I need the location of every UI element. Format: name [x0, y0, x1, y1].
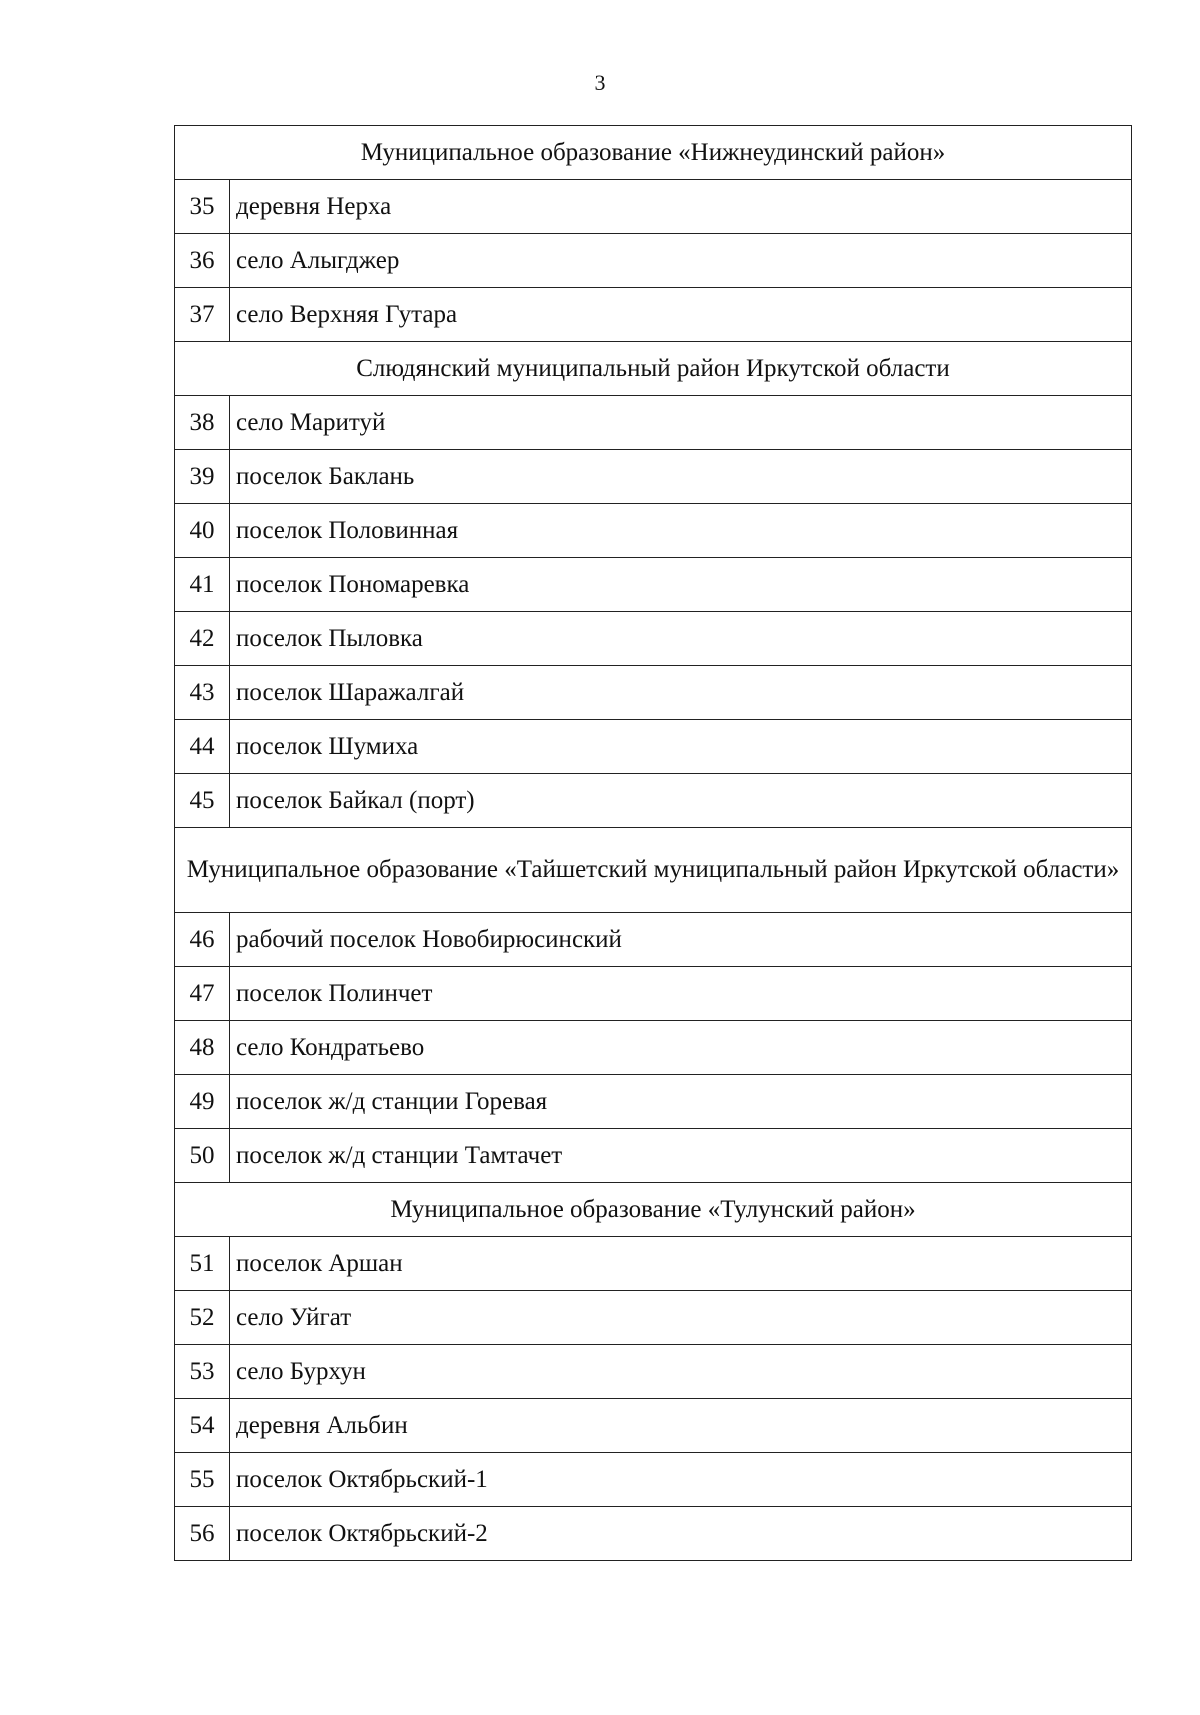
- row-number: 40: [175, 504, 230, 558]
- settlement-row: [175, 666, 1132, 720]
- settlement-name: поселок Шумиха: [230, 720, 1132, 774]
- settlement-row: [175, 913, 1132, 967]
- district-header-row: [175, 342, 1132, 396]
- settlement-row: [175, 1075, 1132, 1129]
- settlement-row: [175, 1021, 1132, 1075]
- row-number: 56: [175, 1507, 230, 1561]
- settlement-row: [175, 558, 1132, 612]
- settlement-row: [175, 1129, 1132, 1183]
- row-number: 46: [175, 913, 230, 967]
- settlement-name: поселок Пономаревка: [230, 558, 1132, 612]
- settlement-row: [175, 1345, 1132, 1399]
- settlement-row: [175, 1399, 1132, 1453]
- settlement-row: [175, 450, 1132, 504]
- settlement-name: поселок Половинная: [230, 504, 1132, 558]
- settlement-name: поселок Байкал (порт): [230, 774, 1132, 828]
- district-header-row: [175, 828, 1132, 913]
- settlement-name: деревня Альбин: [230, 1399, 1132, 1453]
- row-number: 36: [175, 234, 230, 288]
- row-number: 49: [175, 1075, 230, 1129]
- row-number: 44: [175, 720, 230, 774]
- district-header: Муниципальное образование «Тулунский район»: [175, 1183, 1132, 1237]
- settlement-row: [175, 1507, 1132, 1561]
- settlement-name: село Уйгат: [230, 1291, 1132, 1345]
- district-header-row: [175, 1183, 1132, 1237]
- row-number: 51: [175, 1237, 230, 1291]
- row-number: 39: [175, 450, 230, 504]
- settlement-name: поселок ж/д станции Тамтачет: [230, 1129, 1132, 1183]
- district-header: Муниципальное образование «Тайшетский муниципальный район Иркутской области»: [175, 828, 1132, 913]
- settlement-name: поселок ж/д станции Горевая: [230, 1075, 1132, 1129]
- settlement-name: поселок Аршан: [230, 1237, 1132, 1291]
- row-number: 37: [175, 288, 230, 342]
- settlement-row: [175, 180, 1132, 234]
- settlement-row: [175, 288, 1132, 342]
- settlement-name: село Бурхун: [230, 1345, 1132, 1399]
- settlements-table: [174, 125, 1132, 1561]
- settlement-row: [175, 1237, 1132, 1291]
- row-number: 45: [175, 774, 230, 828]
- row-number: 52: [175, 1291, 230, 1345]
- settlement-name: поселок Баклань: [230, 450, 1132, 504]
- settlement-name: поселок Полинчет: [230, 967, 1132, 1021]
- settlement-row: [175, 1453, 1132, 1507]
- settlement-name: рабочий поселок Новобирюсинский: [230, 913, 1132, 967]
- row-number: 41: [175, 558, 230, 612]
- settlement-row: [175, 612, 1132, 666]
- settlement-name: поселок Пыловка: [230, 612, 1132, 666]
- district-header: Муниципальное образование «Нижнеудинский район»: [175, 126, 1132, 180]
- settlement-name: село Алыгджер: [230, 234, 1132, 288]
- row-number: 48: [175, 1021, 230, 1075]
- row-number: 35: [175, 180, 230, 234]
- page-number: 3: [594, 70, 606, 95]
- row-number: 43: [175, 666, 230, 720]
- settlement-name: село Кондратьево: [230, 1021, 1132, 1075]
- settlement-name: поселок Октябрьский-2: [230, 1507, 1132, 1561]
- settlement-row: [175, 504, 1132, 558]
- row-number: 50: [175, 1129, 230, 1183]
- settlement-row: [175, 967, 1132, 1021]
- row-number: 53: [175, 1345, 230, 1399]
- settlement-row: [175, 234, 1132, 288]
- settlements-table-body: [175, 126, 1132, 1561]
- district-header-row: [175, 126, 1132, 180]
- row-number: 54: [175, 1399, 230, 1453]
- row-number: 55: [175, 1453, 230, 1507]
- settlement-name: село Верхняя Гутара: [230, 288, 1132, 342]
- row-number: 47: [175, 967, 230, 1021]
- settlement-row: [175, 1291, 1132, 1345]
- settlement-row: [175, 396, 1132, 450]
- row-number: 38: [175, 396, 230, 450]
- settlement-name: поселок Октябрьский-1: [230, 1453, 1132, 1507]
- district-header: Слюдянский муниципальный район Иркутской области: [175, 342, 1132, 396]
- settlement-row: [175, 720, 1132, 774]
- row-number: 42: [175, 612, 230, 666]
- settlement-name: поселок Шаражалгай: [230, 666, 1132, 720]
- settlement-name: деревня Нерха: [230, 180, 1132, 234]
- settlement-name: село Маритуй: [230, 396, 1132, 450]
- settlement-row: [175, 774, 1132, 828]
